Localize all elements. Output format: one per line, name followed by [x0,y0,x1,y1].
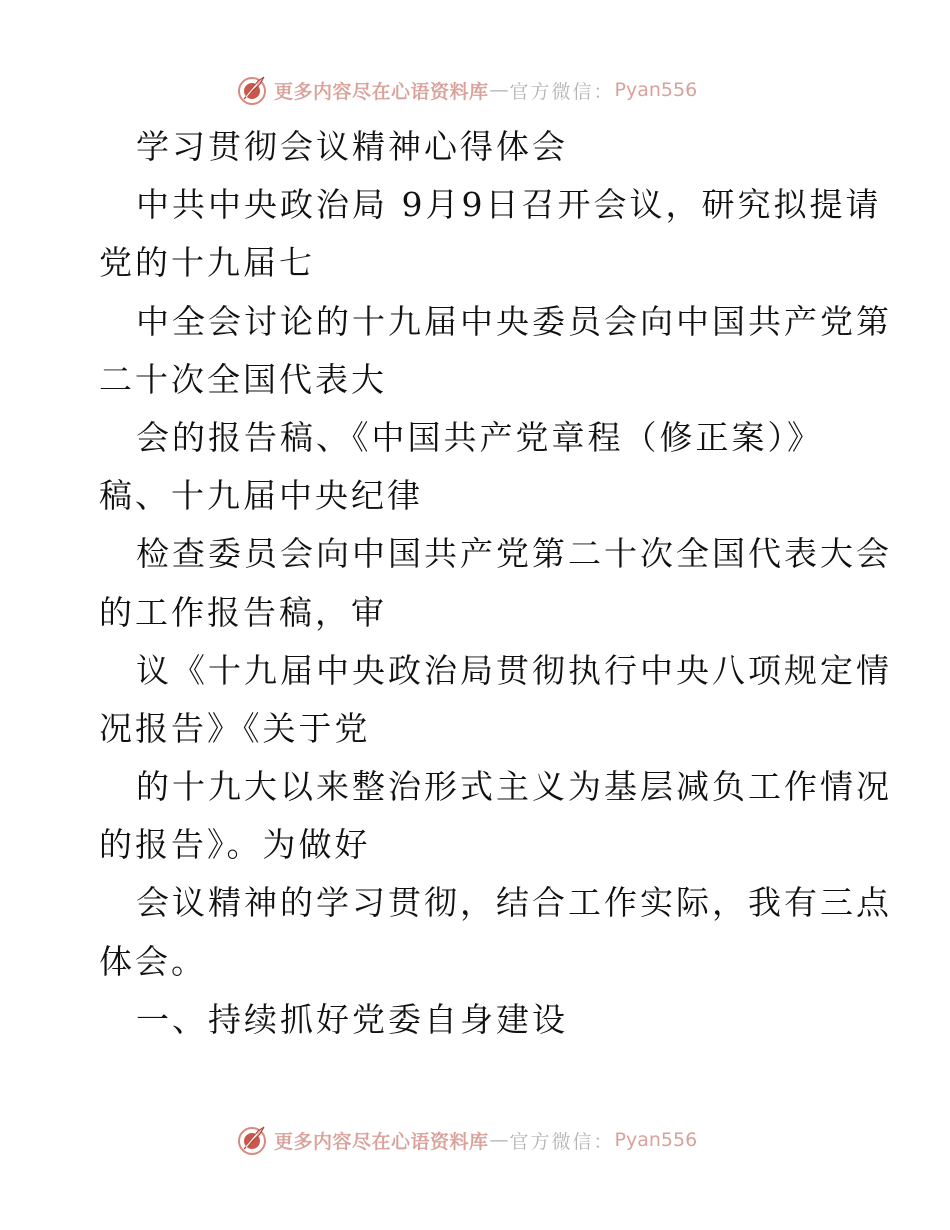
text-line: 的工作报告稿，审 [99,592,387,632]
text-line: 中全会讨论的十九届中央委员会向中国共产党第 [136,301,892,341]
banner-separator: — [489,1129,509,1151]
header-watermark-banner [236,72,697,108]
text-line: 的十九大以来整治形式主义为基层减负工作情况 [136,767,892,807]
quill-logo-icon [236,1123,270,1157]
document-title: 学习贯彻会议精神心得体会 [136,127,568,166]
text-line: 党的十九届七 [99,243,315,283]
banner-separator: — [489,79,509,101]
banner-wechat-label: 官方微信： [509,80,615,103]
quill-logo-icon [236,73,270,107]
footer-watermark-banner [236,1122,697,1158]
section-heading: 一、持续抓好党委自身建设 [136,999,568,1039]
text-line: 况报告》《关于党 [99,708,371,748]
text-line: 稿、十九届中央纪律 [99,476,423,516]
text-line: 检查委员会向中国共产党第二十次全国代表大会 [136,534,892,574]
text-line: 体会。 [99,941,207,981]
banner-brand-text: 更多内容尽在心语资料库 [274,1130,489,1153]
banner-wechat-label: 官方微信： [509,1130,615,1153]
banner-brand-text: 更多内容尽在心语资料库 [274,80,489,103]
text-line: 的报告》。为做好 [99,825,371,865]
banner-wechat-id: Pyan556 [614,1129,698,1151]
text-line: 会议精神的学习贯彻，结合工作实际，我有三点 [136,883,892,923]
text-line: 中共中央政治局 9月9日召开会议，研究拟提请 [136,185,882,225]
text-line: 会的报告稿、《中国共产党章程（修正案）》 [136,417,823,457]
text-line: 二十次全国代表大 [99,359,387,399]
banner-wechat-id: Pyan556 [614,79,698,101]
document-body [99,118,892,1049]
text-line: 议《十九届中央政治局贯彻执行中央八项规定情 [136,650,892,690]
